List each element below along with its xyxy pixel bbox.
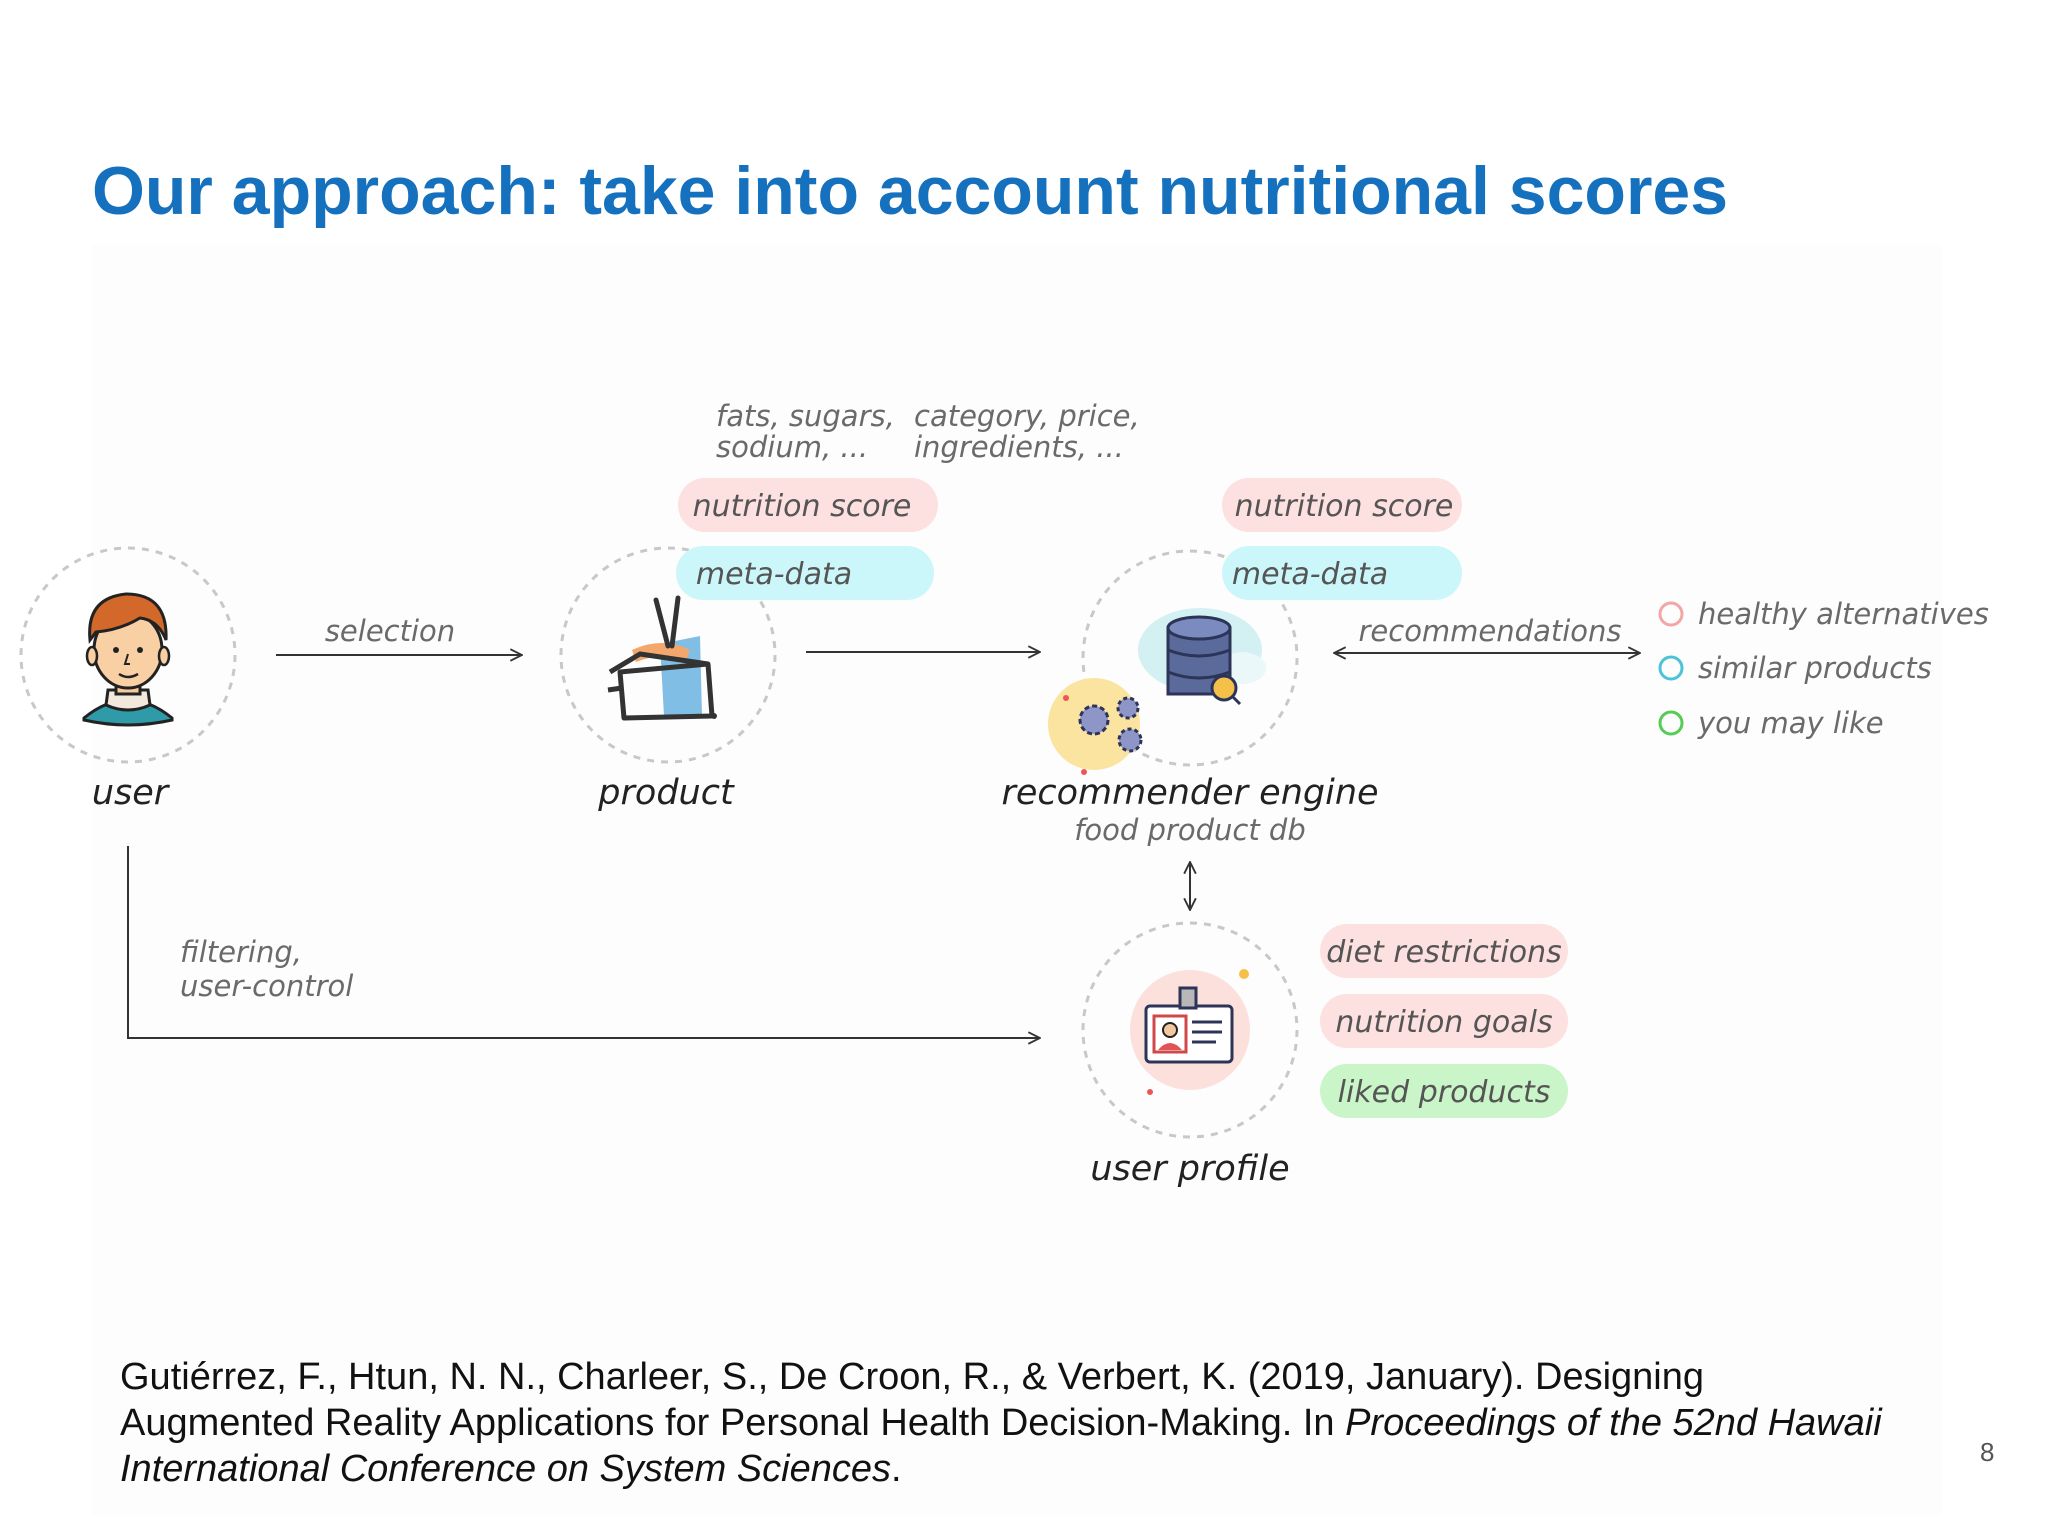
slide-title: Our approach: take into account nutritional scores [92,153,1729,229]
diet-restrictions-label: diet restrictions [1326,935,1562,970]
nutrition-note-line2: sodium, ... [716,430,869,464]
engine-meta-data-label: meta-data [1231,557,1389,592]
healthy-alternatives-dot [1660,603,1682,625]
page-number: 8 [1980,1437,1995,1467]
nutrition-note-line1: fats, sugars, [716,399,895,433]
citation-end: . [890,1448,902,1490]
citation-authors: Gutiérrez, F., Htun, N. N., Charleer, S., De Croon, R., & Verbert, K. (2019, January). Designing Augmented Reality Applications for Personal Health Decision-Making. In [120,1356,1704,1444]
similar-products-dot [1660,657,1682,679]
citation [120,1354,1900,1492]
person-avatar-icon [84,594,172,725]
engine-nutrition-score-label: nutrition score [1234,489,1454,524]
citation-venue: Proceedings of the 52nd Hawaii International Conference on System Sciences [120,1402,1882,1490]
recommendations-label: recommendations [1358,614,1622,648]
product-node-label: product [598,773,734,813]
healthy-alternatives-label: healthy alternatives [1698,597,1989,631]
engine-node-label: recommender engine [1001,773,1379,813]
engine-node-sublabel: food product db [1074,813,1306,847]
profile-node-label: user profile [1090,1149,1290,1189]
id-card-icon [1130,969,1250,1095]
nutrition-goals-label: nutrition goals [1335,1005,1553,1040]
you-may-like-dot [1660,712,1682,734]
you-may-like-label: you may like [1698,706,1884,740]
liked-products-label: liked products [1337,1075,1551,1110]
selection-label: selection [324,614,456,648]
product-meta-data-label: meta-data [695,557,853,592]
filtering-label-line1: filtering, [180,935,302,969]
similar-products-label: similar products [1698,651,1932,685]
database-gears-icon [1048,608,1266,775]
product-nutrition-score-label: nutrition score [692,489,912,524]
filtering-label-line2: user-control [180,969,354,1003]
user-node-label: user [91,773,169,813]
meta-note-line2: ingredients, ... [914,430,1124,464]
meta-note-line1: category, price, [914,399,1140,433]
food-box-icon [608,598,717,719]
